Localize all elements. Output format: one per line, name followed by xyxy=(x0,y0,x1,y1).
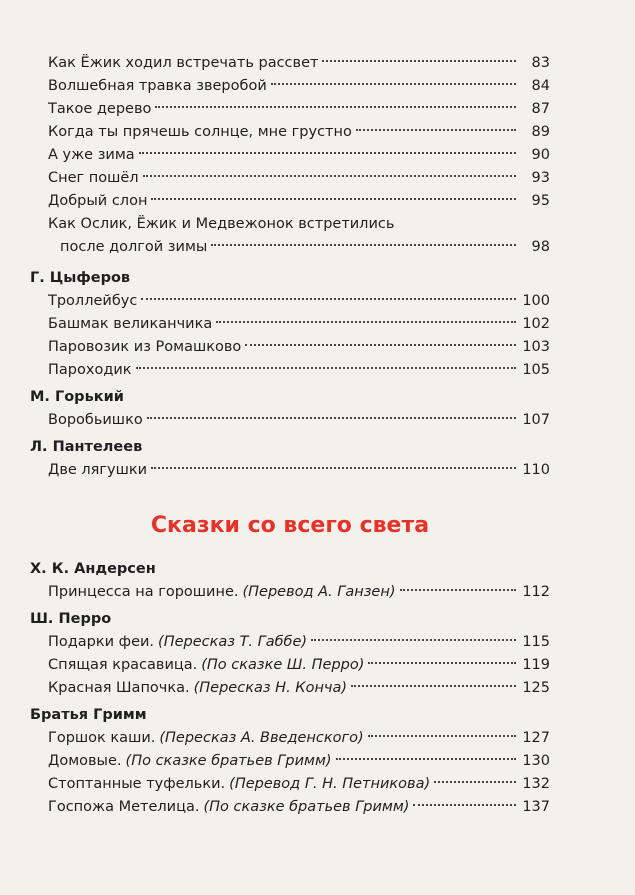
toc-entry: Домовые. (По сказке братьев Гримм) 130 xyxy=(30,750,550,773)
page-number: 115 xyxy=(522,634,550,650)
page-number: 112 xyxy=(522,584,550,600)
page-number: 89 xyxy=(531,124,550,140)
toc-entry-line1: Как Ослик, Ёжик и Медвежонок встретились xyxy=(48,216,395,232)
translator-note: (Пересказ А. Введенского) xyxy=(159,730,364,746)
translator-note: (Перевод А. Ганзен) xyxy=(242,584,396,600)
toc-group xyxy=(30,386,550,432)
section-heading: Сказки со всего света xyxy=(150,513,430,538)
toc-entry: Пароходик 105 xyxy=(30,359,550,382)
toc-entry: Снег пошёл 93 xyxy=(30,167,550,190)
toc-entry: Добрый слон 95 xyxy=(30,190,550,213)
toc-entry: Подарки феи. (Пересказ Т. Габбе) 115 xyxy=(30,631,550,654)
author-name: Г. Цыферов xyxy=(30,270,131,286)
translator-note: (По сказке братьев Гримм) xyxy=(203,799,410,815)
page-number: 125 xyxy=(522,680,550,696)
page-number: 84 xyxy=(531,78,550,94)
toc-entry: Принцесса на горошине. (Перевод А. Ганзен) 112 xyxy=(30,581,550,604)
page-number: 95 xyxy=(531,193,550,209)
toc-entry: Красная Шапочка. (Пересказ Н. Конча) 125 xyxy=(30,677,550,700)
page-number: 127 xyxy=(522,730,550,746)
toc-entry: Две лягушки 110 xyxy=(30,459,550,482)
toc-entry: Как Ёжик ходил встречать рассвет 83 xyxy=(30,52,550,75)
translator-note: (По сказке братьев Гримм) xyxy=(125,753,332,769)
page-number: 90 xyxy=(531,147,550,163)
page-number: 87 xyxy=(531,101,550,117)
toc-entry: Спящая красавица. (По сказке Ш. Перро) 119 xyxy=(30,654,550,677)
page-number: 132 xyxy=(522,776,550,792)
author-name: Ш. Перро xyxy=(30,611,112,627)
toc-group xyxy=(30,608,550,700)
author-name: Братья Гримм xyxy=(30,707,147,723)
toc-entry: Воробьишко 107 xyxy=(30,409,550,432)
page-number: 83 xyxy=(531,55,550,71)
toc-entry: А уже зима 90 xyxy=(30,144,550,167)
table-of-contents xyxy=(30,52,550,819)
toc-group xyxy=(30,267,550,382)
page-number: 98 xyxy=(531,239,550,255)
toc-entry: Госпожа Метелица. (По сказке братьев Гримм) 137 xyxy=(30,796,550,819)
author-name: Х. К. Андерсен xyxy=(30,561,156,577)
toc-group xyxy=(30,436,550,482)
page-number: 93 xyxy=(531,170,550,186)
toc-entry: Такое дерево 87 xyxy=(30,98,550,121)
toc-entry: Волшебная травка зверобой 84 xyxy=(30,75,550,98)
page-number: 107 xyxy=(522,412,550,428)
translator-note: (Перевод Г. Н. Петникова) xyxy=(229,776,431,792)
author-name: М. Горький xyxy=(30,389,124,405)
page-number: 100 xyxy=(522,293,550,309)
toc-entry: Башмак великанчика 102 xyxy=(30,313,550,336)
toc-entry: Паровозик из Ромашково 103 xyxy=(30,336,550,359)
author-name: Л. Пантелеев xyxy=(30,439,143,455)
toc-group xyxy=(30,704,550,819)
page-number: 130 xyxy=(522,753,550,769)
translator-note: (Пересказ Н. Конча) xyxy=(193,680,348,696)
toc-group xyxy=(30,52,550,259)
page-number: 105 xyxy=(522,362,550,378)
page-number: 103 xyxy=(522,339,550,355)
toc-entry: Стоптанные туфельки. (Перевод Г. Н. Петникова) 132 xyxy=(30,773,550,796)
translator-note: (Пересказ Т. Габбе) xyxy=(158,634,308,650)
page-number: 110 xyxy=(522,462,550,478)
toc-entry: Горшок каши. (Пересказ А. Введенского) 127 xyxy=(30,727,550,750)
toc-entry-line2: после долгой зимы 98 xyxy=(30,236,550,259)
toc-entry: Когда ты прячешь солнце, мне грустно 89 xyxy=(30,121,550,144)
page-number: 102 xyxy=(522,316,550,332)
toc-group xyxy=(30,558,550,604)
toc-entry: Троллейбус 100 xyxy=(30,290,550,313)
translator-note: (По сказке Ш. Перро) xyxy=(201,657,365,673)
page-number: 137 xyxy=(522,799,550,815)
page-number: 119 xyxy=(522,657,550,673)
